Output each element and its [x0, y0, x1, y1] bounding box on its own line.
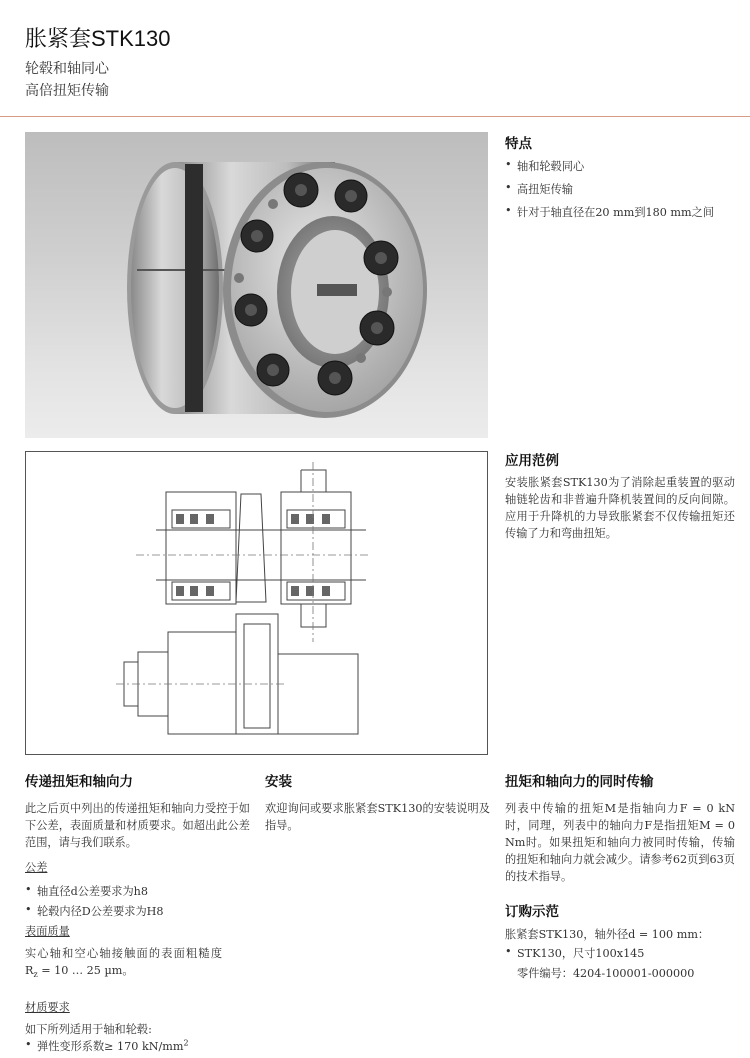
- feature-item: • 轴和轮毂同心: [505, 158, 735, 174]
- material-item-superscript: 2: [183, 1038, 189, 1048]
- technical-drawing: [26, 452, 487, 754]
- application-drawing: [25, 451, 488, 755]
- feature-item: • 高扭矩传输: [505, 181, 735, 197]
- page-title: 胀紧套STK130: [25, 26, 171, 51]
- features-heading: 特点: [505, 136, 532, 152]
- features-section: [505, 132, 735, 220]
- tolerance-heading: 公差: [25, 861, 48, 874]
- torque-section: [25, 770, 250, 1054]
- header-divider: [0, 116, 750, 117]
- surface-text: 实心轴和空心轴接触面的表面粗糙度: [25, 947, 224, 960]
- order-section: [505, 900, 735, 982]
- material-item-text: 弹性变形系数≥ 170 kN/mm: [37, 1040, 184, 1054]
- tolerance-item: • 轮毂内径D公差要求为H8: [25, 903, 250, 919]
- roughness-range: = 10 … 25 µm。: [37, 964, 134, 977]
- torque-text: 此之后页中列出的传递扭矩和轴向力受控于如下公差，表面质量和材质要求。如超出此公差范围，请与我们联系。: [25, 802, 250, 849]
- material-item: [25, 1038, 250, 1054]
- order-part-number: 零件编号：4204-100001-000000: [517, 967, 695, 980]
- roughness-symbol: R: [25, 964, 34, 977]
- roughness-subscript: z: [33, 970, 38, 980]
- install-heading: 安装: [265, 774, 292, 790]
- order-text: 胀紧套STK130，轴外径d = 100 mm：: [505, 928, 710, 941]
- product-photo: [25, 132, 488, 438]
- surface-heading: 表面质量: [25, 925, 70, 938]
- order-heading: 订购示范: [505, 904, 559, 920]
- application-heading: 应用范例: [505, 453, 559, 469]
- tolerance-item: • 轴直径d公差要求为h8: [25, 883, 250, 899]
- page-subtitle-concentric: 轮毂和轴同心: [25, 61, 109, 77]
- application-text: 安装胀紧套STK130为了消除起重装置的驱动轴链轮齿和非普遍升降机装置间的反向间隙。应用于升降机的力导致胀紧套不仅传输扭矩还传输了力和弯曲扭矩。: [505, 476, 735, 540]
- application-section: [505, 449, 735, 542]
- locking-assembly-illustration: [25, 132, 488, 438]
- install-text: 欢迎询问或要求胀紧套STK130的安装说明及指导。: [265, 802, 490, 832]
- install-section: [265, 770, 490, 834]
- torque-heading: 传递扭矩和轴向力: [25, 774, 133, 790]
- order-item: • STK130，尺寸100x145: [505, 945, 735, 961]
- material-text: 如下所列适用于轴和轮毂:: [25, 1023, 152, 1037]
- material-heading: 材质要求: [25, 1001, 70, 1015]
- simultaneous-heading: 扭矩和轴向力的同时传输: [505, 774, 654, 790]
- page-subtitle-torque: 高倍扭矩传输: [25, 83, 109, 99]
- simultaneous-text: 列表中传输的扭矩M是指轴向力F = 0 kN时，同理，列表中的轴向力F是指扭矩M = 0 Nm时。如果扭矩和轴向力被同时传输，传输的扭矩和轴向力就会减少。请参考62页到63页的技术指导。: [505, 802, 735, 883]
- simultaneous-section: [505, 770, 735, 885]
- roughness-value: [25, 962, 250, 983]
- feature-item: • 针对于轴直径在20 mm到180 mm之间: [505, 204, 735, 220]
